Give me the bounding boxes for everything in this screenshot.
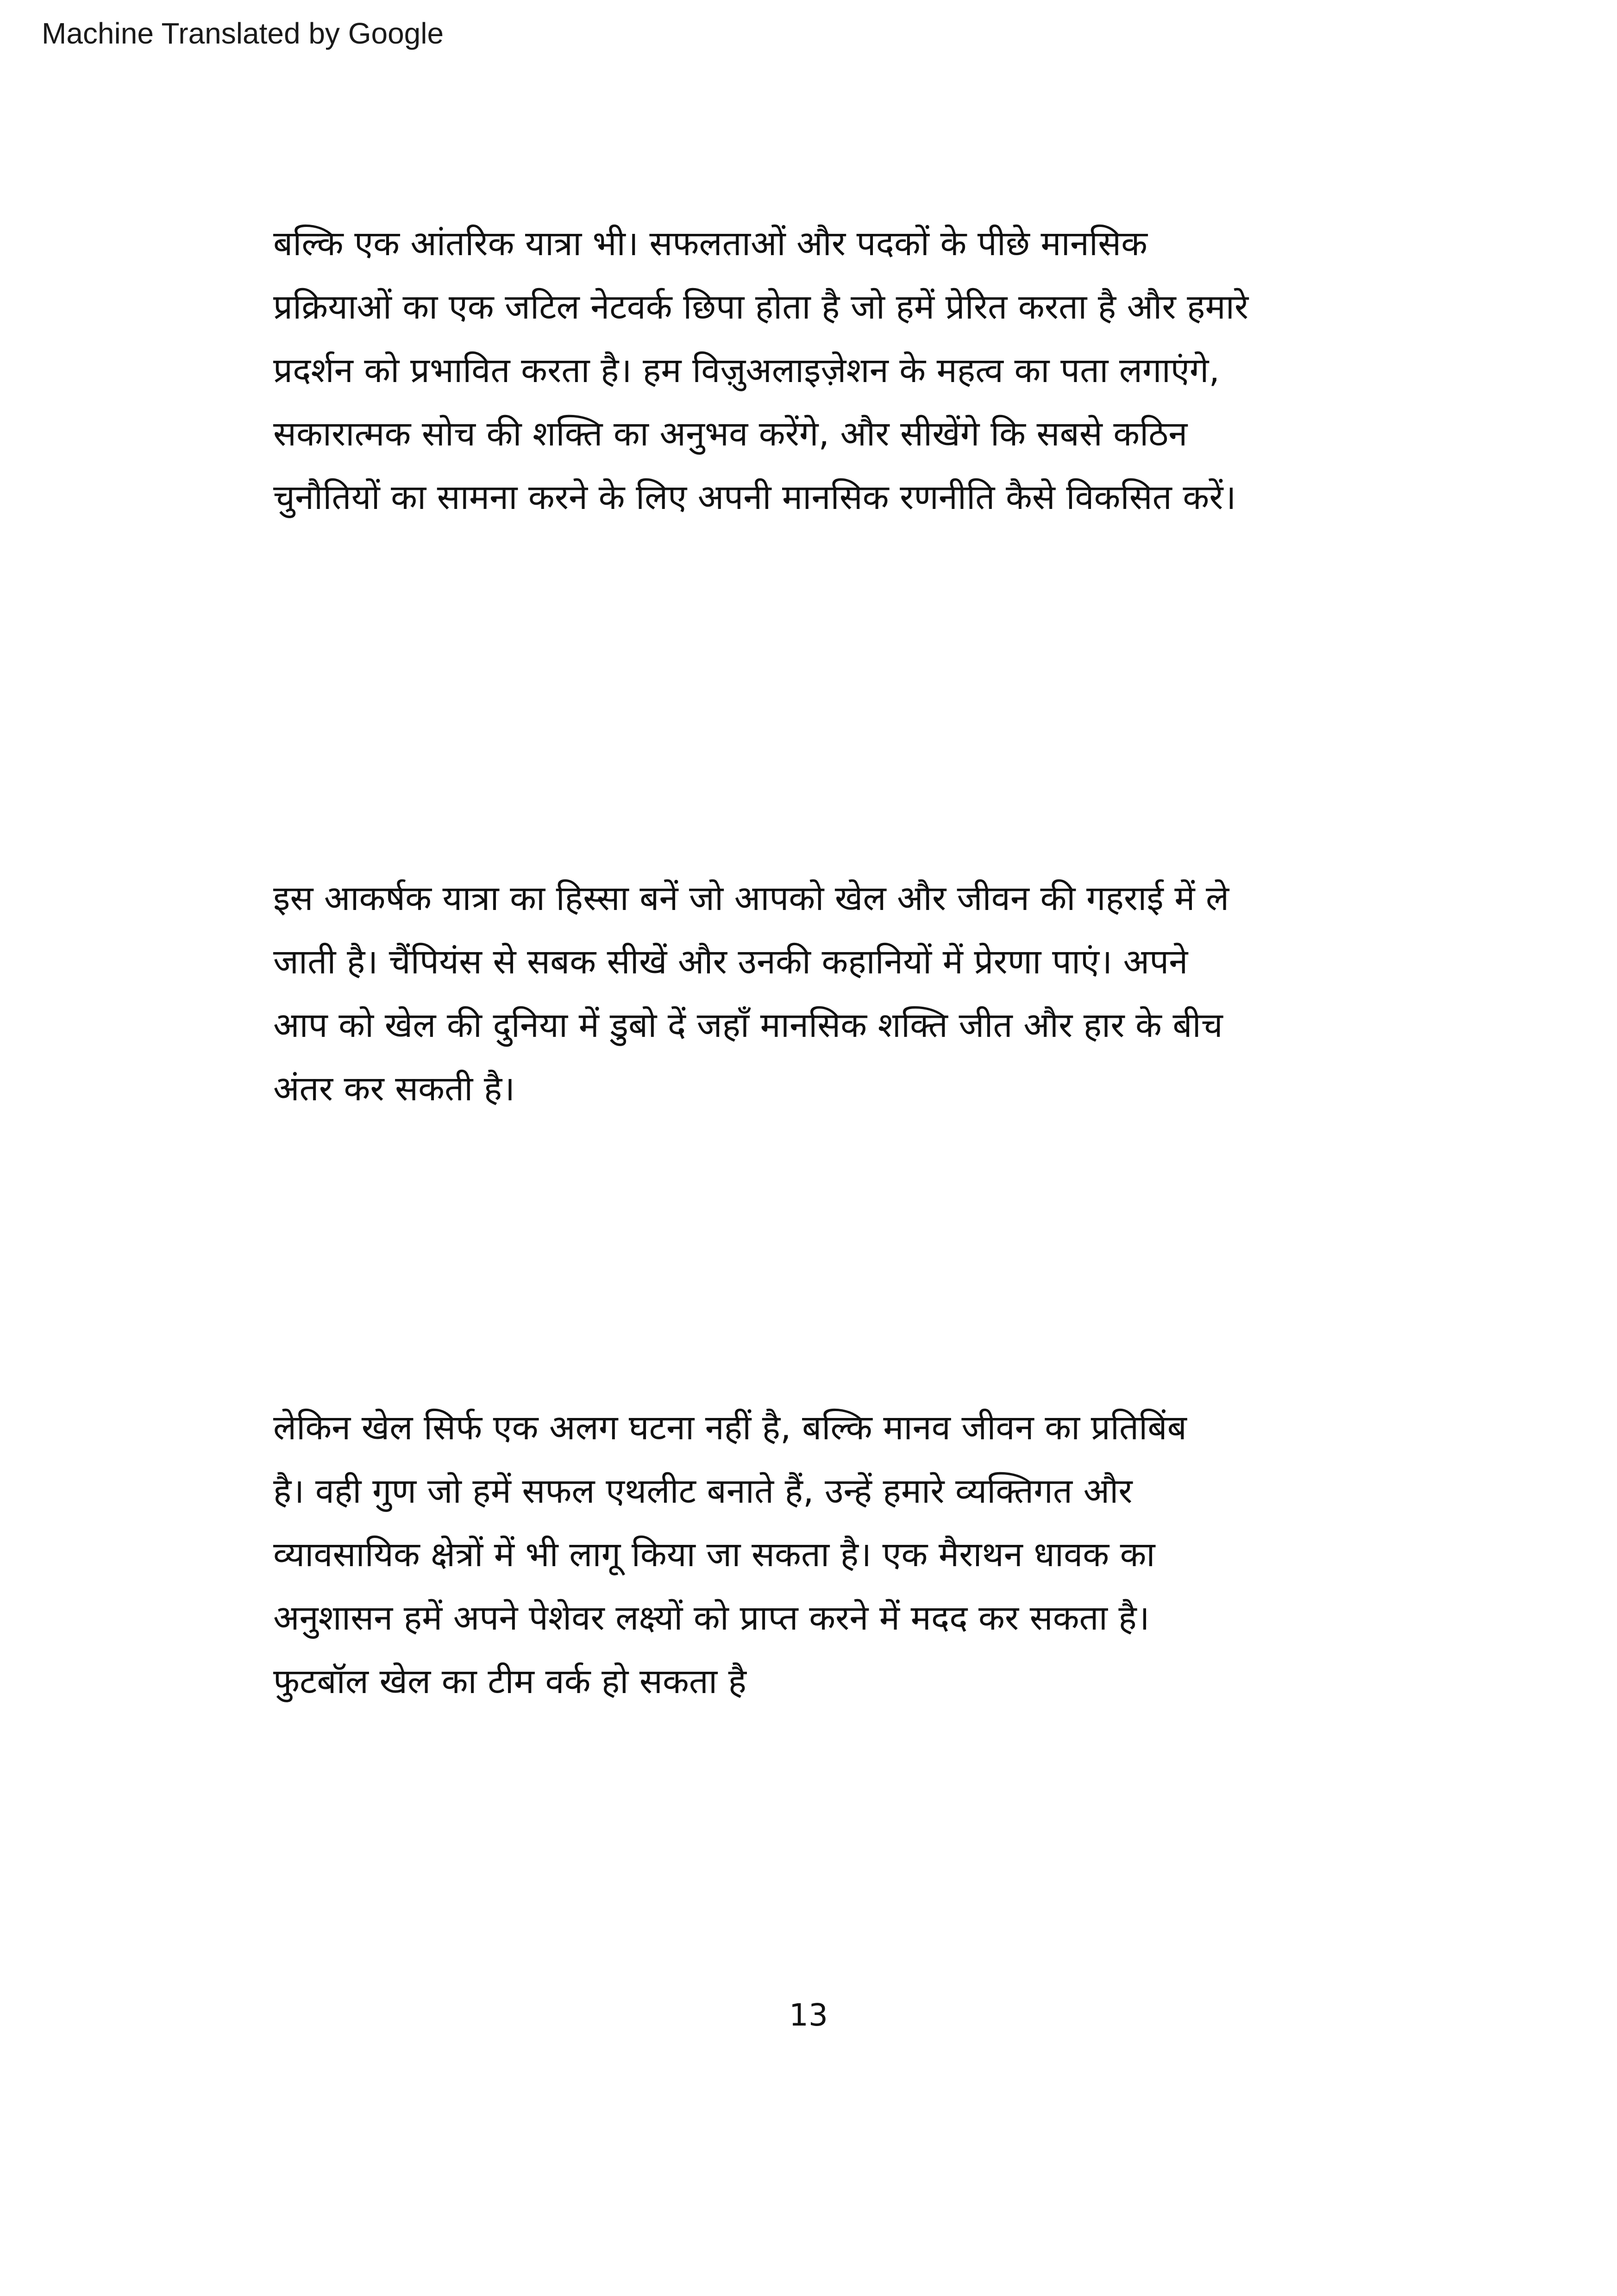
paragraph-line: फुटबॉल खेल का टीम वर्क हो सकता है: [273, 1662, 746, 1701]
paragraph-line: है। वही गुण जो हमें सफल एथलीट बनाते हैं, उन्हें हमारे व्यक्तिगत और: [273, 1471, 1133, 1511]
paragraph-line: व्यावसायिक क्षेत्रों में भी लागू किया जा सकता है। एक मैराथन धावक का: [273, 1535, 1155, 1575]
paragraph-line: इस आकर्षक यात्रा का हिस्सा बनें जो आपको खेल और जीवन की गहराई में ले: [273, 878, 1229, 918]
paragraph-line: अंतर कर सकती है।: [273, 1069, 515, 1109]
paragraph-line: बल्कि एक आंतरिक यात्रा भी। सफलताओं और पदकों के पीछे मानसिक: [273, 224, 1147, 263]
paragraph-line: चुनौतियों का सामना करने के लिए अपनी मानसिक रणनीति कैसे विकसित करें।: [273, 477, 1236, 517]
paragraph-line: आप को खेल की दुनिया में डुबो दें जहाँ मानसिक शक्ति जीत और हार के बीच: [273, 1005, 1223, 1045]
machine-translated-label: Machine Translated by Google: [42, 17, 444, 50]
paragraph-line: सकारात्मक सोच की शक्ति का अनुभव करेंगे, और सीखेंगे कि सबसे कठिन: [273, 414, 1188, 454]
paragraph-line: प्रक्रियाओं का एक जटिल नेटवर्क छिपा होता है जो हमें प्रेरित करता है और हमारे: [273, 287, 1249, 327]
paragraph-line: जाती है। चैंपियंस से सबक सीखें और उनकी कहानियों में प्रेरणा पाएं। अपने: [273, 942, 1188, 982]
paragraph-line: अनुशासन हमें अपने पेशेवर लक्ष्यों को प्राप्त करने में मदद कर सकता है।: [273, 1598, 1150, 1638]
page-number: 13: [789, 1997, 828, 2033]
paragraph-2: [273, 867, 1398, 1121]
paragraph-line: लेकिन खेल सिर्फ एक अलग घटना नहीं है, बल्कि मानव जीवन का प्रतिबिंब: [273, 1408, 1187, 1448]
paragraph-3: [273, 1396, 1398, 1713]
paragraph-1: [273, 212, 1398, 529]
paragraph-line: प्रदर्शन को प्रभावित करता है। हम विज़ुअलाइज़ेशन के महत्व का पता लगाएंगे,: [273, 351, 1220, 390]
